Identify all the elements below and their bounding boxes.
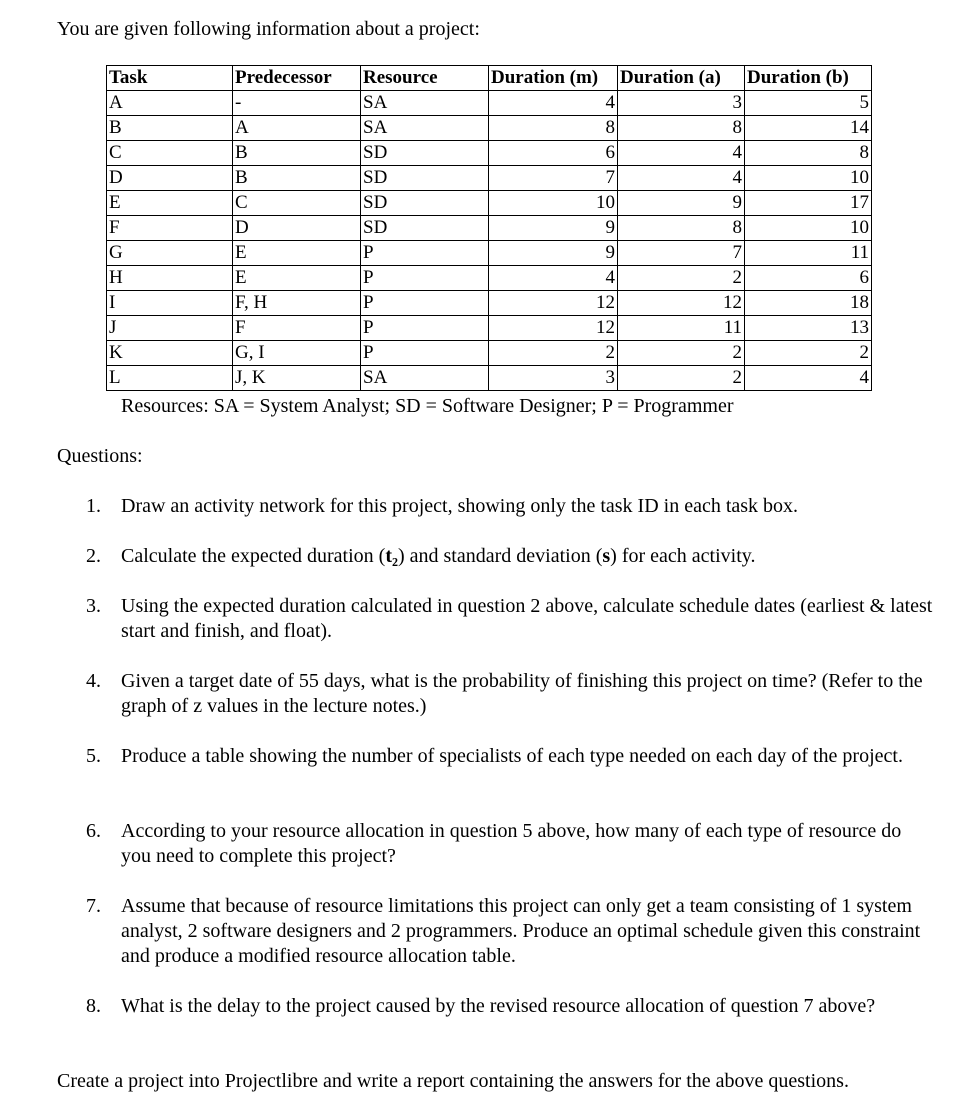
table-row <box>107 141 872 166</box>
question-text-part: ) and standard deviation ( <box>397 545 603 567</box>
cell-resource: P <box>361 266 489 291</box>
question-text-part: Calculate the expected duration ( <box>121 545 386 567</box>
question-number: 4. <box>86 670 101 692</box>
cell-predecessor: - <box>233 91 361 116</box>
question-text: What is the delay to the project caused by the revised resource allocation of question 7 above? <box>121 995 876 1017</box>
cell-resource: P <box>361 341 489 366</box>
header-resource: Resource <box>361 66 489 91</box>
cell-duration-b: 10 <box>745 166 872 191</box>
cell-duration-a: 4 <box>618 166 745 191</box>
cell-duration-b: 14 <box>745 116 872 141</box>
header-predecessor: Predecessor <box>233 66 361 91</box>
cell-predecessor: C <box>233 191 361 216</box>
question-text: According to your resource allocation in question 5 above, how many of each type of resource do you need to complete this project? <box>121 820 902 867</box>
table-row <box>107 191 872 216</box>
table-row <box>107 341 872 366</box>
question-text: Produce a table showing the number of specialists of each type needed on each day of the project. <box>121 745 903 767</box>
cell-task: I <box>107 291 233 316</box>
question-item <box>86 894 936 969</box>
cell-predecessor: E <box>233 241 361 266</box>
table-header-row <box>107 66 872 91</box>
question-number: 8. <box>86 995 101 1017</box>
cell-resource: SA <box>361 366 489 391</box>
table-row <box>107 91 872 116</box>
cell-resource: P <box>361 241 489 266</box>
cell-task: G <box>107 241 233 266</box>
cell-duration-m: 9 <box>489 241 618 266</box>
header-duration-a: Duration (a) <box>618 66 745 91</box>
cell-duration-m: 3 <box>489 366 618 391</box>
cell-duration-m: 2 <box>489 341 618 366</box>
cell-duration-m: 12 <box>489 316 618 341</box>
footer-instruction: Create a project into Projectlibre and write a report containing the answers for the above questions. <box>57 1070 849 1092</box>
cell-task: F <box>107 216 233 241</box>
table-row <box>107 116 872 141</box>
cell-duration-a: 2 <box>618 266 745 291</box>
cell-predecessor: E <box>233 266 361 291</box>
question-number: 2. <box>86 545 101 567</box>
cell-duration-b: 17 <box>745 191 872 216</box>
cell-duration-b: 18 <box>745 291 872 316</box>
questions-heading: Questions: <box>57 445 143 467</box>
cell-duration-b: 6 <box>745 266 872 291</box>
cell-duration-m: 7 <box>489 166 618 191</box>
cell-duration-a: 8 <box>618 116 745 141</box>
cell-duration-b: 5 <box>745 91 872 116</box>
cell-resource: SD <box>361 141 489 166</box>
task-table <box>106 65 872 391</box>
cell-task: C <box>107 141 233 166</box>
cell-duration-m: 6 <box>489 141 618 166</box>
question-text: Using the expected duration calculated in question 2 above, calculate schedule dates (earliest & latest start and finish, and float). <box>121 595 933 642</box>
cell-duration-b: 13 <box>745 316 872 341</box>
question-item <box>86 744 936 769</box>
cell-duration-a: 4 <box>618 141 745 166</box>
cell-predecessor: B <box>233 166 361 191</box>
table-row <box>107 291 872 316</box>
question-text: Given a target date of 55 days, what is the probability of finishing this project on time? (Refer to the graph of z values in the lecture notes.) <box>121 670 923 717</box>
question-item <box>86 494 936 519</box>
cell-duration-b: 10 <box>745 216 872 241</box>
cell-duration-m: 10 <box>489 191 618 216</box>
cell-predecessor: A <box>233 116 361 141</box>
cell-predecessor: F <box>233 316 361 341</box>
cell-resource: P <box>361 291 489 316</box>
table-row <box>107 366 872 391</box>
cell-resource: SD <box>361 191 489 216</box>
question-number: 1. <box>86 495 101 517</box>
std-deviation-symbol: s <box>602 545 611 567</box>
cell-task: K <box>107 341 233 366</box>
cell-task: D <box>107 166 233 191</box>
cell-duration-b: 8 <box>745 141 872 166</box>
question-item <box>86 994 936 1019</box>
cell-predecessor: D <box>233 216 361 241</box>
cell-duration-a: 3 <box>618 91 745 116</box>
cell-duration-b: 2 <box>745 341 872 366</box>
question-number: 5. <box>86 745 101 767</box>
table-row <box>107 166 872 191</box>
cell-duration-m: 4 <box>489 266 618 291</box>
cell-duration-a: 11 <box>618 316 745 341</box>
cell-predecessor: G, I <box>233 341 361 366</box>
question-item <box>86 544 936 569</box>
cell-predecessor: J, K <box>233 366 361 391</box>
question-item <box>86 594 936 644</box>
header-duration-b: Duration (b) <box>745 66 872 91</box>
cell-resource: SA <box>361 91 489 116</box>
cell-task: B <box>107 116 233 141</box>
cell-duration-m: 12 <box>489 291 618 316</box>
question-item <box>86 819 936 869</box>
cell-duration-m: 8 <box>489 116 618 141</box>
table-row <box>107 316 872 341</box>
cell-duration-a: 2 <box>618 366 745 391</box>
cell-duration-b: 4 <box>745 366 872 391</box>
cell-duration-m: 4 <box>489 91 618 116</box>
table-row <box>107 266 872 291</box>
header-task: Task <box>107 66 233 91</box>
cell-task: H <box>107 266 233 291</box>
question-text <box>121 544 936 569</box>
cell-task: E <box>107 191 233 216</box>
question-number: 6. <box>86 820 101 842</box>
cell-duration-a: 2 <box>618 341 745 366</box>
question-item <box>86 669 936 719</box>
question-number: 7. <box>86 895 101 917</box>
question-text-part: ) for each activity. <box>610 545 756 567</box>
cell-resource: SD <box>361 216 489 241</box>
cell-predecessor: B <box>233 141 361 166</box>
cell-duration-a: 7 <box>618 241 745 266</box>
cell-duration-m: 9 <box>489 216 618 241</box>
intro-text: You are given following information about a project: <box>57 18 480 40</box>
expected-duration-symbol: t₂ <box>385 545 398 567</box>
cell-duration-b: 11 <box>745 241 872 266</box>
cell-task: A <box>107 91 233 116</box>
cell-task: J <box>107 316 233 341</box>
table-row <box>107 241 872 266</box>
cell-resource: SD <box>361 166 489 191</box>
question-text: Draw an activity network for this project, showing only the task ID in each task box. <box>121 495 799 517</box>
resources-legend: Resources: SA = System Analyst; SD = Software Designer; P = Programmer <box>121 395 734 417</box>
cell-resource: P <box>361 316 489 341</box>
cell-duration-a: 12 <box>618 291 745 316</box>
question-number: 3. <box>86 595 101 617</box>
cell-duration-a: 8 <box>618 216 745 241</box>
table-row <box>107 216 872 241</box>
cell-task: L <box>107 366 233 391</box>
question-text: Assume that because of resource limitations this project can only get a team consisting of 1 system analyst, 2 software designers and 2 programmers. Produce an optimal schedule given this constraint and produce a modified resource allocation table. <box>121 895 921 967</box>
cell-predecessor: F, H <box>233 291 361 316</box>
cell-resource: SA <box>361 116 489 141</box>
cell-duration-a: 9 <box>618 191 745 216</box>
header-duration-m: Duration (m) <box>489 66 618 91</box>
